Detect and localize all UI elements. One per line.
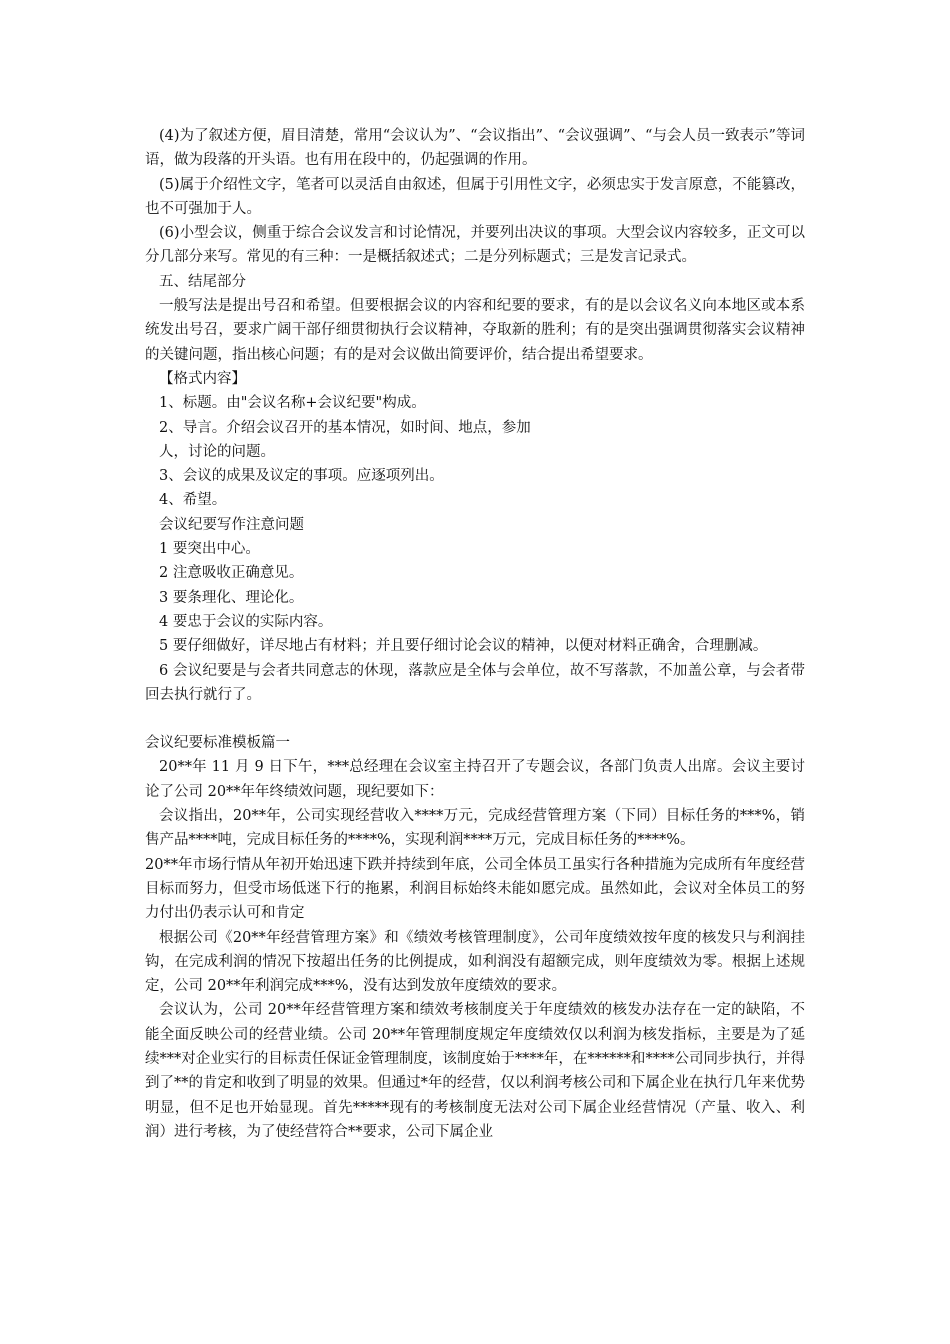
format-item-1: 1、标题。由"会议名称+会议纪要"构成。 <box>159 395 426 412</box>
section-title: 会议纪要标准模板篇一 <box>145 735 290 752</box>
format-item-2-continued: 人，讨论的问题。 <box>159 443 275 460</box>
note-item-5: 5 要仔细做好，详尽地占有材料；并且要仔细讨论会议的精神，以便对材料正确舍，合理删减。 <box>159 638 768 655</box>
format-item-4: 4、希望。 <box>159 492 227 509</box>
note-item-1: 1 要突出中心。 <box>159 541 260 558</box>
format-item-2: 2、导言。介绍会议召开的基本情况，如时间、地点，参加 <box>159 419 531 436</box>
minutes-paragraph-1: 会议指出，20**年，公司实现经营收入****万元，完成经营管理方案（下同）目标任务的***%，销售产品****吨，完成目标任务的****%，实现利润****万元，完成目标任务的****%。 <box>145 808 805 849</box>
format-item-3: 3、会议的成果及议定的事项。应逐项列出。 <box>159 468 444 485</box>
paragraph-item-5: (5)属于介绍性文字，笔者可以灵活自由叙述，但属于引用性文字，必须忠实于发言原意，不能篡改，也不可强加于人。 <box>145 176 805 217</box>
format-content-heading: 【格式内容】 <box>159 370 246 387</box>
minutes-paragraph-2: 20**年市场行情从年初开始迅速下跌并持续到年底，公司全体员工虽实行各种措施为完成所有年度经营目标而努力，但受市场低迷下行的拖累，利润目标始终未能如愿完成。虽然如此，会议对全体员工的努力付出仍表示认可和肯定 <box>145 856 805 922</box>
section-heading-ending: 五、结尾部分 <box>159 273 246 290</box>
note-item-3: 3 要条理化、理论化。 <box>159 589 304 606</box>
minutes-intro: 20**年 11 月 9 日下午，***总经理在会议室主持召开了专题会议，各部门负责人出席。会议主要讨论了公司 20**年年终绩效问题，现纪要如下： <box>145 759 805 800</box>
paragraph-ending-body: 一般写法是提出号召和希望。但要根据会议的内容和纪要的要求，有的是以会议名义向本地区或本系统发出号召，要求广阔干部仔细贯彻执行会议精神，夺取新的胜利；有的是突出强调贯彻落实会议精神的关键问题，指出核心问题；有的是对会议做出简要评价，结合提出希望要求。 <box>145 298 805 363</box>
document-page <box>145 124 805 1144</box>
notes-heading: 会议纪要写作注意问题 <box>159 516 304 533</box>
note-item-6: 6 会议纪要是与会者共同意志的休现，落款应是全体与会单位，故不写落款，不加盖公章，与会者带回去执行就行了。 <box>145 662 805 703</box>
paragraph-item-4: (4)为了叙述方便，眉目清楚，常用“会议认为”、“会议指出”、“会议强调”、“与会人员一致表示”等词语，做为段落的开头语。也有用在段中的，仍起强调的作用。 <box>145 128 805 169</box>
section-spacer <box>145 707 805 731</box>
note-item-2: 2 注意吸收正确意见。 <box>159 565 304 582</box>
minutes-paragraph-3: 根据公司《20**年经营管理方案》和《绩效考核管理制度》，公司年度绩效按年度的核发只与利润挂钩，在完成利润的情况下按超出任务的比例提成，如利润没有超额完成，则年度绩效为零。根据上述规定，公司 20**年利润完成***%，没有达到发放年度绩效的要求。 <box>145 929 805 995</box>
paragraph-item-6: (6)小型会议，侧重于综合会议发言和讨论情况，并要列出决议的事项。大型会议内容较多，正文可以分几部分来写。常见的有三种：一是概括叙述式；二是分列标题式；三是发言记录式。 <box>145 225 805 266</box>
minutes-paragraph-4: 会议认为，公司 20**年经营管理方案和绩效考核制度关于年度绩效的核发办法存在一定的缺陷，不能全面反映公司的经营业绩。公司 20**年管理制度规定年度绩效仅以利润为核发指标，主要是为了延续***对企业实行的目标责任保证金管理制度，该制度始于****年，在******和****公司同步执行，并得到了**的肯定和收到了明显的效果。但通过*年的经营，仅以利润考核公司和下属企业在执行几年来优势明显，但不足也开始显现。首先*****现有的考核制度无法对公司下属企业经营情况（产量、收入、利润）进行考核，为了使经营符合**要求，公司下属企业 <box>145 1002 805 1140</box>
note-item-4: 4 要忠于会议的实际内容。 <box>159 613 333 630</box>
